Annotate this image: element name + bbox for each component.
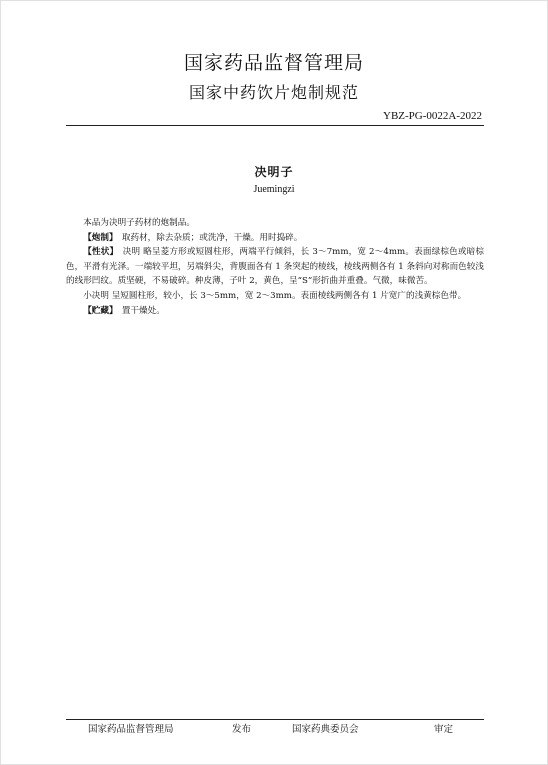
storage-tag: 【贮藏】 [83,305,114,316]
monograph-name: 决明子 [254,165,294,179]
footer [66,721,484,735]
properties-paragraph [66,245,484,289]
intro-paragraph: 本品为决明子药材的炮制品。 [83,218,195,228]
document-title: 国家中药饮片炮制规范 [188,83,359,102]
footer-committee: 国家药典委员会 [292,724,359,735]
footer-rule [66,719,484,720]
properties-text: 决明 略呈菱方形或短圆柱形，两端平行倾斜，长 3～7mm，宽 2～4mm。表面绿棕色或暗棕色，平滑有光泽。一端较平坦，另端斜尖，背腹面各有 1 条突起的棱线，棱线两侧各有 1 条斜向对称而色较浅的线形凹纹。质坚硬，不易破碎。种皮薄，子叶 2，黄色，呈“S”形折曲并重叠。气微，味微苦。 [66,247,484,287]
standard-number: YBZ-PG-0022A-2022 [383,110,482,122]
properties-tag: 【性状】 [83,247,114,258]
monograph-body [66,216,484,318]
header-rule [66,125,484,126]
issuer-heading: 国家药品监督管理局 [183,52,364,74]
properties-paragraph-2: 小决明 呈短圆柱形，较小，长 3～5mm，宽 2～3mm。表面棱线两侧各有 1 片宽广的浅黄棕色带。 [83,290,467,301]
storage-paragraph [66,304,484,319]
storage-text: 置干燥处。 [121,305,165,316]
processing-paragraph [66,231,484,246]
monograph-pinyin: Juemingzi [253,184,295,195]
footer-approve-label: 审定 [434,724,454,735]
processing-text: 取药材，除去杂质；或洗净，干燥。用时捣碎。 [121,232,303,243]
footer-issue-label: 发布 [232,724,252,735]
processing-tag: 【炮制】 [83,232,114,243]
footer-issuer: 国家药品监督管理局 [88,724,174,735]
